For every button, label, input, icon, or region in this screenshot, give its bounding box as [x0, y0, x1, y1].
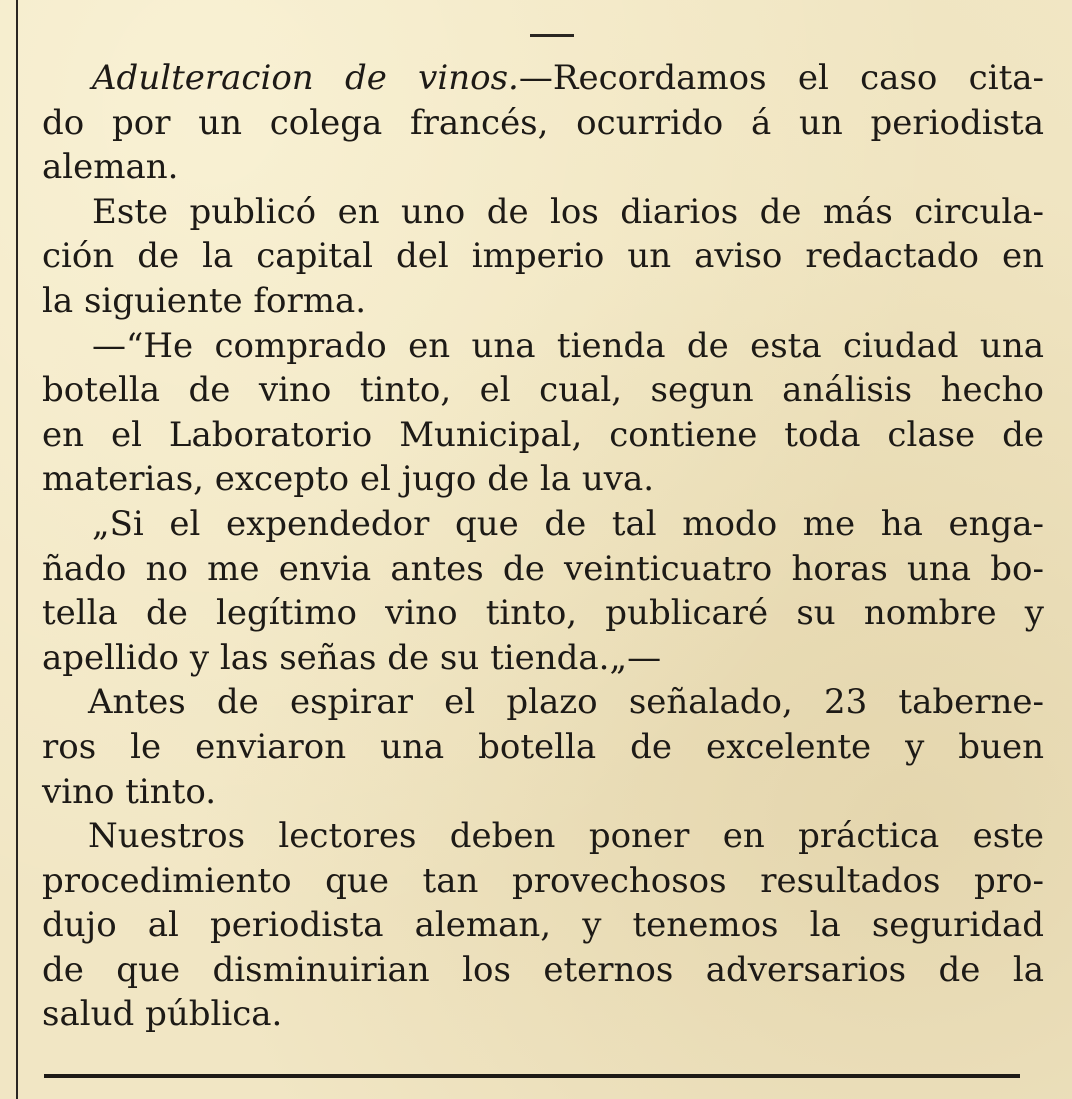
article-line: la siguiente forma. [42, 280, 367, 321]
article-line: „Si el expendedor que de tal modo me ha enga- [92, 503, 1044, 544]
article-line: botella de vino tinto, el cual, segun análisis hecho [42, 370, 1044, 411]
article-line: Nuestros lectores deben poner en práctica este [88, 816, 1044, 857]
article-line: aleman. [42, 147, 179, 188]
article-line: procedimiento que tan provechosos resultados pro- [42, 860, 1044, 901]
article-line: materias, excepto el jugo de la uva. [42, 459, 655, 500]
article-line: ros le enviaron una botella de excelente y buen [42, 726, 1044, 767]
article-line: Antes de espirar el plazo señalado, 23 taberne- [88, 682, 1044, 723]
article-line: en el Laboratorio Municipal, contiene toda clase de [42, 414, 1044, 455]
article-line: Este publicó en uno de los diarios de más circula- [92, 191, 1044, 232]
newspaper-article [42, 56, 1044, 1037]
article-headline: Adulteracion de vinos. [92, 58, 519, 98]
column-rule-left [16, 0, 18, 1099]
section-end-rule [44, 1074, 1020, 1078]
article-line: ñado no me envia antes de veinticuatro horas una bo- [42, 548, 1044, 589]
article-line [42, 56, 1044, 101]
article-line: apellido y las señas de su tienda.„— [42, 637, 662, 678]
article-line: ción de la capital del imperio un aviso redactado en [42, 236, 1044, 277]
article-line: —“He comprado en una tienda de esta ciudad una [92, 325, 1044, 366]
article-line: dujo al periodista aleman, y tenemos la seguridad [42, 905, 1044, 946]
article-line-text: —Recordamos el caso cita- [518, 58, 1045, 98]
article-line: salud pública. [42, 994, 283, 1035]
article-line: tella de legítimo vino tinto, publicaré su nombre y [42, 593, 1044, 634]
article-line: do por un colega francés, ocurrido á un periodista [42, 102, 1044, 143]
article-line: de que disminuirian los eternos adversarios de la [42, 949, 1044, 990]
article-line: vino tinto. [42, 771, 217, 812]
section-separator-dash [530, 34, 574, 37]
